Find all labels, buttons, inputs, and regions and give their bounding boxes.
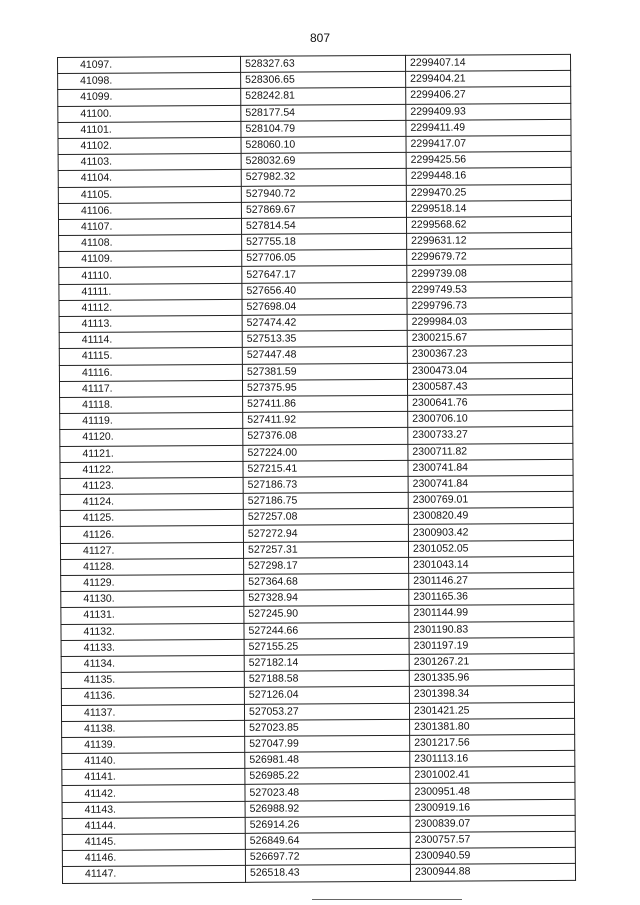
northing-cell: 2301052.05: [408, 540, 573, 557]
northing-cell: 2300741.84: [408, 475, 573, 492]
easting-cell: 527411.86: [243, 395, 408, 412]
northing-cell: 2301002.41: [410, 767, 575, 784]
northing-cell: 2300711.82: [408, 443, 573, 460]
northing-cell: 2299425.56: [406, 151, 571, 168]
easting-cell: 528327.63: [240, 55, 405, 72]
point-id-cell: 41119.: [60, 412, 243, 429]
point-id-cell: 41146.: [62, 850, 245, 867]
easting-cell: 527814.54: [241, 217, 406, 234]
point-id-cell: 41124.: [60, 493, 243, 510]
point-id-cell: 41104.: [58, 170, 241, 187]
point-id-cell: 41116.: [59, 364, 242, 381]
point-id-cell: 41127.: [60, 542, 243, 559]
easting-cell: 527698.04: [242, 298, 407, 315]
easting-cell: 528306.65: [241, 72, 406, 89]
point-id-cell: 41123.: [60, 477, 243, 494]
easting-cell: 527188.58: [244, 670, 409, 687]
point-id-cell: 41122.: [60, 461, 243, 478]
easting-cell: 527706.05: [242, 250, 407, 267]
northing-cell: 2300757.57: [410, 831, 575, 848]
point-id-cell: 41115.: [59, 348, 242, 365]
point-id-cell: 41105.: [58, 186, 241, 203]
easting-cell: 527869.67: [241, 201, 406, 218]
point-id-cell: 41133.: [61, 639, 244, 656]
northing-cell: 2301165.36: [409, 589, 574, 606]
northing-cell: 2299518.14: [406, 200, 571, 217]
point-id-cell: 41132.: [61, 623, 244, 640]
point-id-cell: 41101.: [58, 121, 241, 138]
easting-cell: 527272.94: [243, 525, 408, 542]
point-id-cell: 41142.: [62, 785, 245, 802]
point-id-cell: 41111.: [59, 283, 242, 300]
point-id-cell: 41113.: [59, 315, 242, 332]
northing-cell: 2299406.27: [406, 87, 571, 104]
easting-cell: 527982.32: [241, 169, 406, 186]
northing-cell: 2299749.53: [407, 281, 572, 298]
easting-cell: 526988.92: [245, 800, 410, 817]
point-id-cell: 41117.: [59, 380, 242, 397]
point-id-cell: 41147.: [62, 866, 245, 883]
point-id-cell: 41145.: [62, 833, 245, 850]
bottom-rule: [312, 899, 462, 900]
point-id-cell: 41137.: [61, 704, 244, 721]
easting-cell: 527656.40: [242, 282, 407, 299]
point-id-cell: 41143.: [62, 801, 245, 818]
easting-cell: 527474.42: [242, 314, 407, 331]
northing-cell: 2301335.96: [409, 669, 574, 686]
northing-cell: 2299417.07: [406, 135, 571, 152]
easting-cell: 527375.95: [242, 379, 407, 396]
easting-cell: 527047.99: [245, 735, 410, 752]
northing-cell: 2299411.49: [406, 119, 571, 136]
easting-cell: 527755.18: [242, 233, 407, 250]
easting-cell: 527647.17: [242, 266, 407, 283]
northing-cell: 2299631.12: [407, 232, 572, 249]
point-id-cell: 41108.: [59, 234, 242, 251]
easting-cell: 526985.22: [245, 768, 410, 785]
easting-cell: 527298.17: [244, 557, 409, 574]
easting-cell: 527215.41: [243, 460, 408, 477]
northing-cell: 2300919.16: [410, 799, 575, 816]
northing-cell: 2299404.21: [406, 71, 571, 88]
easting-cell: 527364.68: [244, 573, 409, 590]
point-id-cell: 41103.: [58, 154, 241, 171]
easting-cell: 526914.26: [245, 816, 410, 833]
point-id-cell: 41138.: [62, 720, 245, 737]
point-id-cell: 41144.: [62, 817, 245, 834]
easting-cell: 527186.73: [243, 476, 408, 493]
point-id-cell: 41129.: [61, 574, 244, 591]
easting-cell: 527023.85: [245, 719, 410, 736]
easting-cell: 526697.72: [245, 849, 410, 866]
northing-cell: 2301267.21: [409, 653, 574, 670]
northing-cell: 2300706.10: [408, 410, 573, 427]
page-number: 807: [309, 31, 331, 45]
northing-cell: 2301197.19: [409, 637, 574, 654]
easting-cell: 526849.64: [245, 832, 410, 849]
point-id-cell: 41130.: [61, 591, 244, 608]
point-id-cell: 41114.: [59, 332, 242, 349]
northing-cell: 2301381.80: [410, 718, 575, 735]
point-id-cell: 41126.: [60, 526, 243, 543]
easting-cell: 527182.14: [244, 654, 409, 671]
northing-cell: 2299984.03: [407, 313, 572, 330]
northing-cell: 2300733.27: [408, 427, 573, 444]
northing-cell: 2300741.84: [408, 459, 573, 476]
northing-cell: 2299568.62: [406, 216, 571, 233]
easting-cell: 527447.48: [242, 347, 407, 364]
table-row: [62, 864, 575, 883]
point-id-cell: 41100.: [58, 105, 241, 122]
northing-cell: 2301190.83: [409, 621, 574, 638]
northing-cell: 2299679.72: [407, 249, 572, 266]
point-id-cell: 41135.: [61, 671, 244, 688]
northing-cell: 2300944.88: [410, 864, 575, 881]
northing-cell: 2300587.43: [407, 378, 572, 395]
easting-cell: 527053.27: [244, 703, 409, 720]
point-id-cell: 41121.: [60, 445, 243, 462]
coordinate-table-body: [58, 54, 576, 883]
northing-cell: 2301217.56: [410, 734, 575, 751]
easting-cell: 527023.48: [245, 784, 410, 801]
northing-cell: 2300769.01: [408, 491, 573, 508]
point-id-cell: 41107.: [58, 218, 241, 235]
northing-cell: 2301421.25: [409, 702, 574, 719]
easting-cell: 527257.31: [243, 541, 408, 558]
point-id-cell: 41139.: [62, 736, 245, 753]
easting-cell: 526518.43: [245, 865, 410, 882]
northing-cell: 2300903.42: [408, 524, 573, 541]
easting-cell: 527411.92: [243, 411, 408, 428]
northing-cell: 2299448.16: [406, 168, 571, 185]
point-id-cell: 41102.: [58, 137, 241, 154]
point-id-cell: 41106.: [58, 202, 241, 219]
easting-cell: 528242.81: [241, 88, 406, 105]
point-id-cell: 41112.: [59, 299, 242, 316]
point-id-cell: 41128.: [61, 558, 244, 575]
northing-cell: 2301144.99: [409, 605, 574, 622]
point-id-cell: 41097.: [58, 56, 241, 73]
northing-cell: 2299470.25: [406, 184, 571, 201]
easting-cell: 527126.04: [244, 687, 409, 704]
point-id-cell: 41141.: [62, 769, 245, 786]
point-id-cell: 41131.: [61, 607, 244, 624]
northing-cell: 2301146.27: [409, 572, 574, 589]
northing-cell: 2300215.67: [407, 330, 572, 347]
easting-cell: 527513.35: [242, 331, 407, 348]
point-id-cell: 41120.: [60, 429, 243, 446]
easting-cell: 527186.75: [243, 492, 408, 509]
northing-cell: 2299407.14: [405, 54, 570, 71]
easting-cell: 527224.00: [243, 444, 408, 461]
easting-cell: 528104.79: [241, 120, 406, 137]
northing-cell: 2300820.49: [408, 508, 573, 525]
northing-cell: 2301113.16: [410, 750, 575, 767]
easting-cell: 527155.25: [244, 638, 409, 655]
easting-cell: 528060.10: [241, 136, 406, 153]
northing-cell: 2300839.07: [410, 815, 575, 832]
easting-cell: 527381.59: [242, 363, 407, 380]
easting-cell: 527328.94: [244, 590, 409, 607]
northing-cell: 2300951.48: [410, 783, 575, 800]
point-id-cell: 41134.: [61, 655, 244, 672]
easting-cell: 527257.08: [243, 509, 408, 526]
easting-cell: 528177.54: [241, 104, 406, 121]
point-id-cell: 41098.: [58, 73, 241, 90]
point-id-cell: 41140.: [62, 752, 245, 769]
northing-cell: 2301043.14: [409, 556, 574, 573]
northing-cell: 2300367.23: [407, 346, 572, 363]
point-id-cell: 41099.: [58, 89, 241, 106]
easting-cell: 526981.48: [245, 751, 410, 768]
point-id-cell: 41118.: [60, 396, 243, 413]
northing-cell: 2299796.73: [407, 297, 572, 314]
point-id-cell: 41110.: [59, 267, 242, 284]
easting-cell: 527245.90: [244, 606, 409, 623]
easting-cell: 527376.08: [243, 428, 408, 445]
northing-cell: 2301398.34: [409, 686, 574, 703]
easting-cell: 527940.72: [241, 185, 406, 202]
point-id-cell: 41136.: [61, 688, 244, 705]
northing-cell: 2299739.08: [407, 265, 572, 282]
easting-cell: 527244.66: [244, 622, 409, 639]
northing-cell: 2300940.59: [410, 848, 575, 865]
point-id-cell: 41109.: [59, 251, 242, 268]
northing-cell: 2299409.93: [406, 103, 571, 120]
easting-cell: 528032.69: [241, 152, 406, 169]
point-id-cell: 41125.: [60, 510, 243, 527]
coordinate-table: [57, 54, 576, 884]
northing-cell: 2300473.04: [407, 362, 572, 379]
northing-cell: 2300641.76: [408, 394, 573, 411]
